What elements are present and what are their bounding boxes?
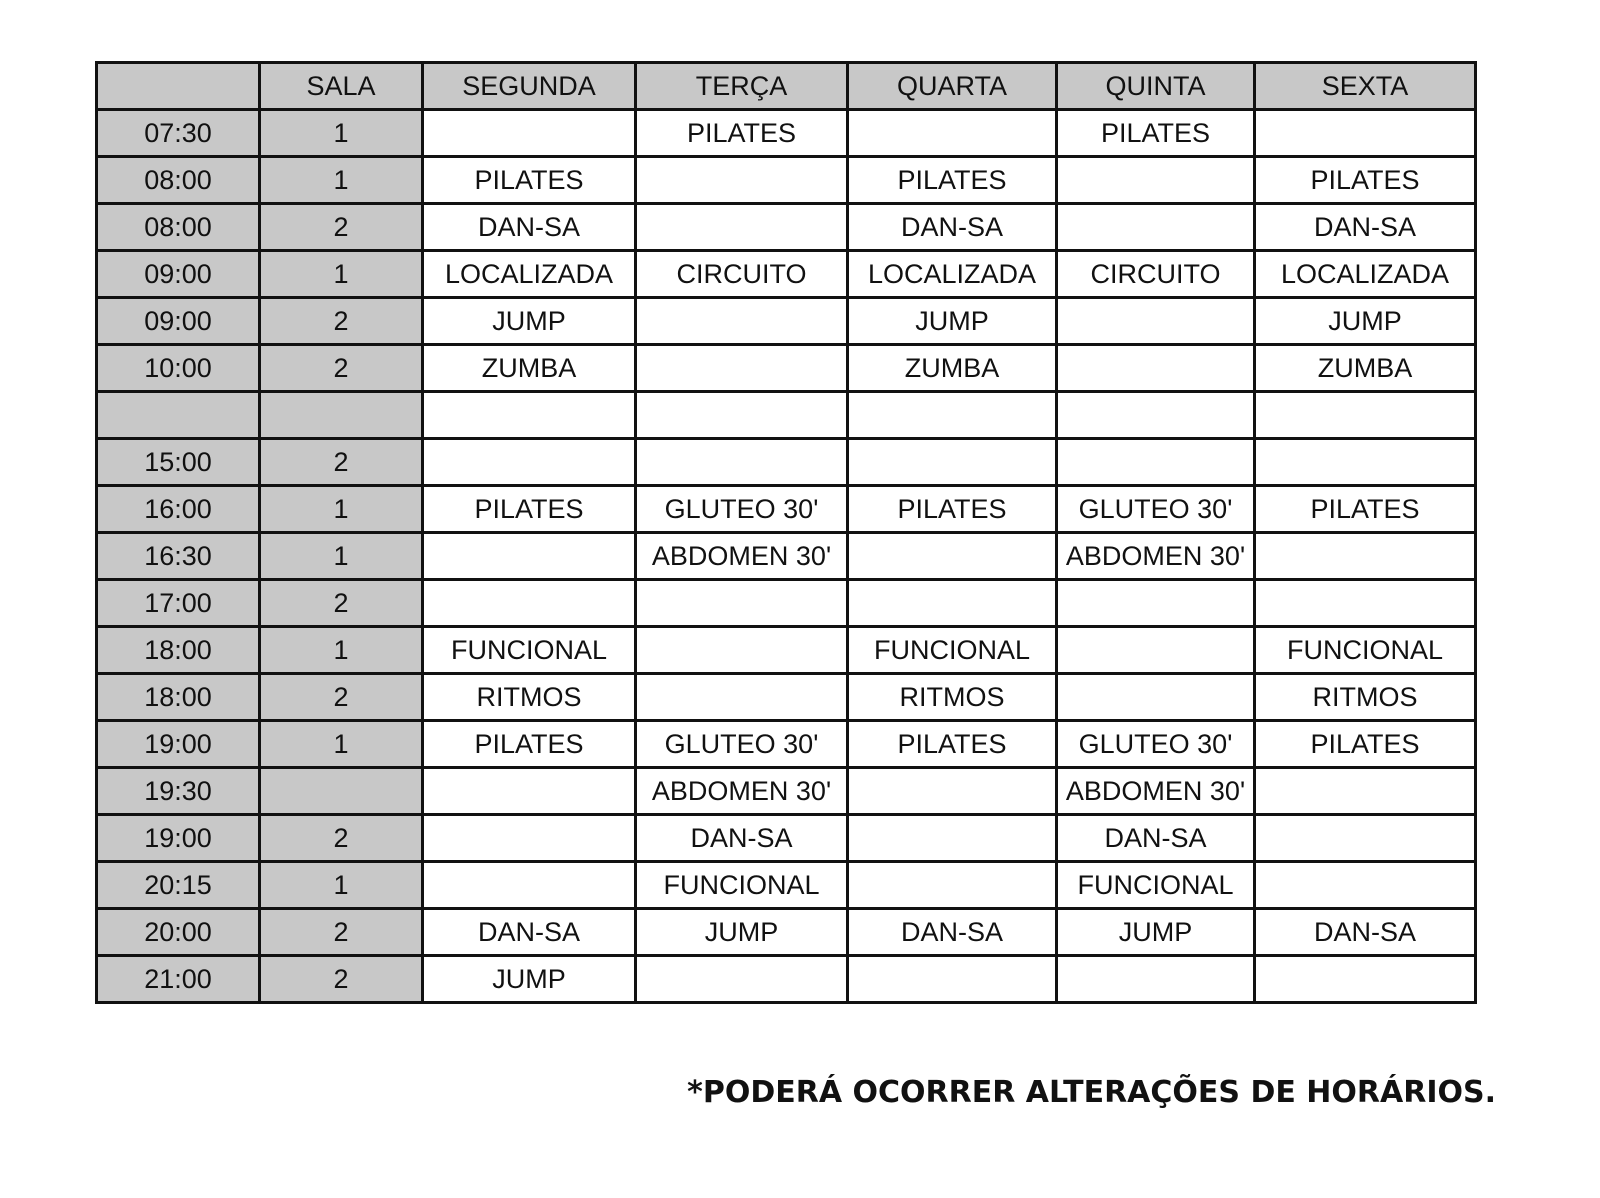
class-cell-quinta (1057, 674, 1255, 721)
class-cell-terca: FUNCIONAL (636, 862, 848, 909)
class-cell-segunda: JUMP (423, 298, 636, 345)
time-cell: 16:00 (97, 486, 260, 533)
time-cell: 09:00 (97, 251, 260, 298)
time-cell: 20:15 (97, 862, 260, 909)
class-cell-sexta: LOCALIZADA (1255, 251, 1476, 298)
class-cell-quinta: GLUTEO 30' (1057, 721, 1255, 768)
table-row (97, 345, 1476, 392)
class-cell-quinta: PILATES (1057, 110, 1255, 157)
header-row (97, 63, 1476, 110)
class-cell-sexta: DAN-SA (1255, 909, 1476, 956)
class-cell-quinta (1057, 439, 1255, 486)
table-row (97, 251, 1476, 298)
class-cell-quinta (1057, 627, 1255, 674)
class-cell-terca: DAN-SA (636, 815, 848, 862)
class-cell-sexta: FUNCIONAL (1255, 627, 1476, 674)
class-cell-quinta: ABDOMEN 30' (1057, 768, 1255, 815)
table-row (97, 533, 1476, 580)
class-cell-sexta: RITMOS (1255, 674, 1476, 721)
class-cell-quarta: PILATES (848, 157, 1057, 204)
class-cell-segunda: DAN-SA (423, 909, 636, 956)
header-sala: SALA (260, 63, 423, 110)
sala-cell: 2 (260, 674, 423, 721)
class-cell-quinta (1057, 157, 1255, 204)
sala-cell: 2 (260, 298, 423, 345)
time-cell (97, 392, 260, 439)
class-cell-terca (636, 345, 848, 392)
class-cell-quarta: DAN-SA (848, 204, 1057, 251)
class-cell-terca (636, 674, 848, 721)
time-cell: 08:00 (97, 204, 260, 251)
class-cell-segunda: DAN-SA (423, 204, 636, 251)
time-cell: 09:00 (97, 298, 260, 345)
class-cell-quinta: FUNCIONAL (1057, 862, 1255, 909)
time-cell: 21:00 (97, 956, 260, 1003)
sala-cell: 2 (260, 815, 423, 862)
sala-cell: 1 (260, 533, 423, 580)
time-cell: 18:00 (97, 674, 260, 721)
class-cell-segunda (423, 533, 636, 580)
class-cell-segunda: RITMOS (423, 674, 636, 721)
time-cell: 16:30 (97, 533, 260, 580)
class-cell-sexta (1255, 956, 1476, 1003)
class-cell-segunda: PILATES (423, 486, 636, 533)
sala-cell: 1 (260, 110, 423, 157)
sala-cell: 1 (260, 627, 423, 674)
table-row (97, 157, 1476, 204)
schedule-change-notice: *PODERÁ OCORRER ALTERAÇÕES DE HORÁRIOS. (687, 1075, 1496, 1110)
sala-cell (260, 768, 423, 815)
class-cell-sexta (1255, 392, 1476, 439)
time-cell: 19:00 (97, 815, 260, 862)
class-schedule-table (95, 61, 1477, 1004)
class-cell-sexta: DAN-SA (1255, 204, 1476, 251)
class-cell-quarta (848, 533, 1057, 580)
class-cell-segunda (423, 862, 636, 909)
sala-cell: 2 (260, 439, 423, 486)
sala-cell: 1 (260, 486, 423, 533)
class-cell-quarta: PILATES (848, 721, 1057, 768)
sala-cell: 1 (260, 721, 423, 768)
time-cell: 20:00 (97, 909, 260, 956)
class-cell-quinta (1057, 204, 1255, 251)
class-cell-quinta (1057, 298, 1255, 345)
class-cell-terca (636, 627, 848, 674)
class-cell-segunda: LOCALIZADA (423, 251, 636, 298)
class-cell-segunda: ZUMBA (423, 345, 636, 392)
class-cell-segunda (423, 815, 636, 862)
class-cell-sexta (1255, 768, 1476, 815)
class-cell-quinta: GLUTEO 30' (1057, 486, 1255, 533)
class-cell-terca (636, 439, 848, 486)
header-day-segunda: SEGUNDA (423, 63, 636, 110)
sala-cell: 2 (260, 580, 423, 627)
sala-cell: 2 (260, 204, 423, 251)
class-cell-quinta: JUMP (1057, 909, 1255, 956)
class-cell-quarta (848, 392, 1057, 439)
class-cell-sexta: PILATES (1255, 157, 1476, 204)
sala-cell (260, 392, 423, 439)
table-row (97, 862, 1476, 909)
header-time (97, 63, 260, 110)
class-cell-terca: JUMP (636, 909, 848, 956)
class-cell-sexta: PILATES (1255, 721, 1476, 768)
class-cell-segunda: PILATES (423, 721, 636, 768)
table-row (97, 110, 1476, 157)
sala-cell: 2 (260, 909, 423, 956)
sala-cell: 2 (260, 956, 423, 1003)
class-cell-terca (636, 157, 848, 204)
class-cell-quarta (848, 580, 1057, 627)
class-cell-terca: GLUTEO 30' (636, 486, 848, 533)
class-cell-quarta (848, 956, 1057, 1003)
class-cell-terca (636, 298, 848, 345)
table-row (97, 768, 1476, 815)
class-cell-quarta: LOCALIZADA (848, 251, 1057, 298)
class-cell-terca (636, 392, 848, 439)
time-cell: 15:00 (97, 439, 260, 486)
class-cell-quinta (1057, 956, 1255, 1003)
class-cell-terca (636, 956, 848, 1003)
sala-cell: 1 (260, 157, 423, 204)
class-cell-terca (636, 204, 848, 251)
time-cell: 18:00 (97, 627, 260, 674)
class-cell-quarta (848, 439, 1057, 486)
class-cell-sexta (1255, 110, 1476, 157)
class-cell-terca: PILATES (636, 110, 848, 157)
class-cell-sexta: JUMP (1255, 298, 1476, 345)
table-row (97, 815, 1476, 862)
class-cell-quarta (848, 815, 1057, 862)
class-cell-segunda (423, 392, 636, 439)
class-cell-quarta: PILATES (848, 486, 1057, 533)
class-cell-quinta (1057, 580, 1255, 627)
class-cell-quarta: ZUMBA (848, 345, 1057, 392)
table-row (97, 956, 1476, 1003)
table-row (97, 580, 1476, 627)
class-cell-terca: ABDOMEN 30' (636, 533, 848, 580)
class-cell-sexta (1255, 439, 1476, 486)
header-day-quinta: QUINTA (1057, 63, 1255, 110)
class-cell-segunda (423, 110, 636, 157)
table-row (97, 298, 1476, 345)
table-row (97, 439, 1476, 486)
class-cell-terca: GLUTEO 30' (636, 721, 848, 768)
schedule-header (97, 63, 1476, 110)
table-row (97, 627, 1476, 674)
class-cell-terca (636, 580, 848, 627)
class-cell-terca: CIRCUITO (636, 251, 848, 298)
class-cell-quinta: CIRCUITO (1057, 251, 1255, 298)
class-cell-quarta: FUNCIONAL (848, 627, 1057, 674)
class-cell-quinta (1057, 345, 1255, 392)
header-day-terca: TERÇA (636, 63, 848, 110)
class-cell-quarta (848, 768, 1057, 815)
time-cell: 19:00 (97, 721, 260, 768)
class-cell-sexta: PILATES (1255, 486, 1476, 533)
class-cell-quarta: JUMP (848, 298, 1057, 345)
class-cell-terca: ABDOMEN 30' (636, 768, 848, 815)
time-cell: 08:00 (97, 157, 260, 204)
table-row (97, 674, 1476, 721)
class-cell-segunda (423, 768, 636, 815)
class-cell-quinta: DAN-SA (1057, 815, 1255, 862)
class-cell-segunda: PILATES (423, 157, 636, 204)
class-cell-quarta: RITMOS (848, 674, 1057, 721)
time-cell: 07:30 (97, 110, 260, 157)
header-day-sexta: SEXTA (1255, 63, 1476, 110)
sala-cell: 1 (260, 862, 423, 909)
class-cell-segunda (423, 439, 636, 486)
table-row (97, 204, 1476, 251)
sala-cell: 1 (260, 251, 423, 298)
time-cell: 19:30 (97, 768, 260, 815)
class-cell-quinta: ABDOMEN 30' (1057, 533, 1255, 580)
table-row (97, 909, 1476, 956)
class-cell-sexta (1255, 533, 1476, 580)
class-cell-sexta (1255, 580, 1476, 627)
class-cell-segunda: JUMP (423, 956, 636, 1003)
sala-cell: 2 (260, 345, 423, 392)
class-cell-quarta (848, 862, 1057, 909)
header-day-quarta: QUARTA (848, 63, 1057, 110)
class-cell-sexta: ZUMBA (1255, 345, 1476, 392)
schedule-body (97, 110, 1476, 1003)
class-cell-quinta (1057, 392, 1255, 439)
time-cell: 10:00 (97, 345, 260, 392)
class-cell-quarta (848, 110, 1057, 157)
table-row (97, 721, 1476, 768)
class-cell-segunda: FUNCIONAL (423, 627, 636, 674)
table-row (97, 486, 1476, 533)
class-cell-quarta: DAN-SA (848, 909, 1057, 956)
time-cell: 17:00 (97, 580, 260, 627)
class-cell-sexta (1255, 815, 1476, 862)
class-cell-sexta (1255, 862, 1476, 909)
table-row (97, 392, 1476, 439)
class-cell-segunda (423, 580, 636, 627)
